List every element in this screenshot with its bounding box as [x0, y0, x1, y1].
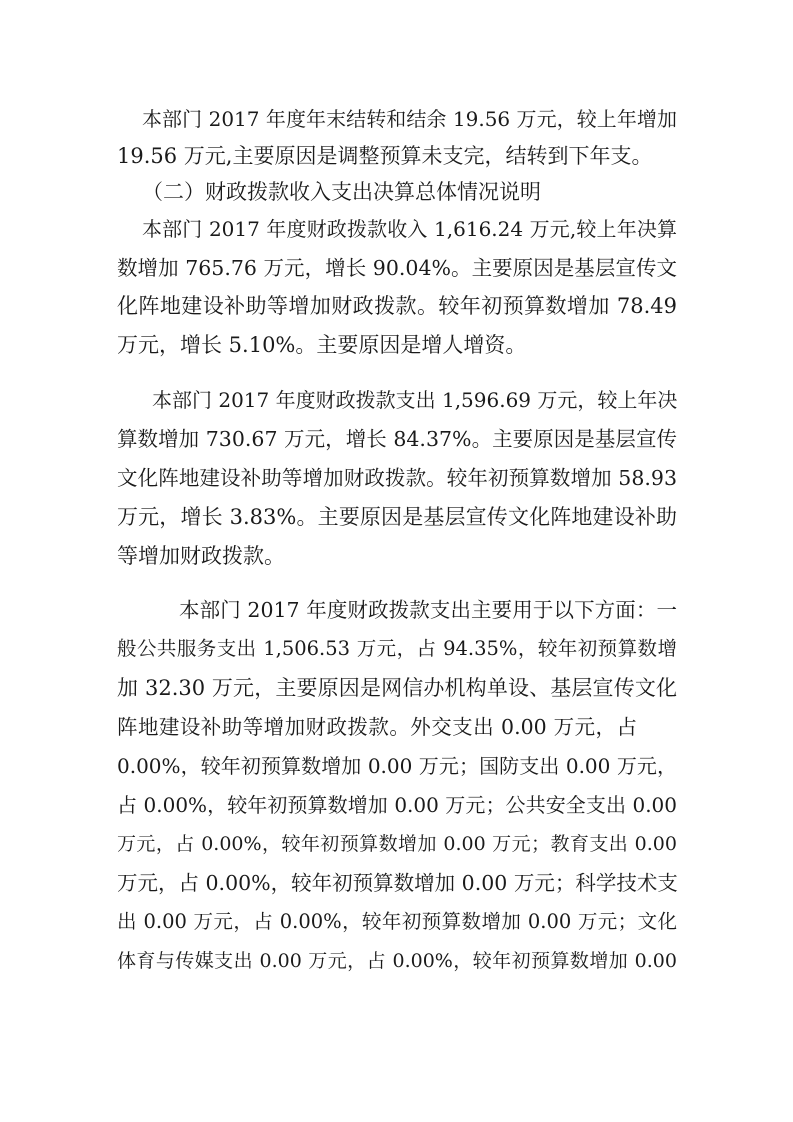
- paragraph-line: 数增加 765.76 万元，增长 90.04%。主要原因是基层宣传文: [117, 256, 677, 280]
- paragraph-line: 万元，占 0.00%，较年初预算数增加 0.00 万元；科学技术支: [117, 871, 678, 895]
- paragraph-line: 本部门 2017 年度年末结转和结余 19.56 万元，较上年增加: [142, 107, 677, 131]
- paragraph-line: 本部门 2017 年度财政拨款支出 1,596.69 万元，较上年决: [152, 388, 678, 412]
- paragraph-line: 19.56 万元,主要原因是调整预算未支完，结转到下年支。: [117, 144, 653, 168]
- paragraph-line: 加 32.30 万元，主要原因是网信办机构单设、基层宣传文化: [117, 676, 677, 700]
- paragraph-line: 出 0.00 万元，占 0.00%，较年初预算数增加 0.00 万元；文化: [117, 910, 677, 933]
- paragraph-line: 占 0.00%，较年初预算数增加 0.00 万元；公共安全支出 0.00: [117, 793, 677, 817]
- paragraph-line: 算数增加 730.67 万元，增长 84.37%。主要原因是基层宣传: [117, 427, 677, 451]
- paragraph-line: 体育与传媒支出 0.00 万元，占 0.00%，较年初预算数增加 0.00: [117, 950, 677, 972]
- paragraph-line: 万元，增长 3.83%。主要原因是基层宣传文化阵地建设补助: [117, 505, 677, 529]
- paragraph-line: 本部门 2017 年度财政拨款支出主要用于以下方面：一: [179, 598, 677, 622]
- paragraph-line: 阵地建设补助等增加财政拨款。外交支出 0.00 万元，占: [117, 715, 637, 739]
- paragraph-line: 文化阵地建设补助等增加财政拨款。较年初预算数增加 58.93: [117, 466, 677, 490]
- paragraph-line: 化阵地建设补助等增加财政拨款。较年初预算数增加 78.49: [117, 294, 677, 318]
- paragraph-line: 般公共服务支出 1,506.53 万元，占 94.35%，较年初预算数增: [117, 637, 677, 660]
- paragraph-line: 本部门 2017 年度财政拨款收入 1,616.24 万元,较上年决算: [142, 217, 677, 241]
- section-heading: （二）财政拨款收入支出决算总体情况说明: [142, 180, 541, 204]
- paragraph-line: 等增加财政拨款。: [117, 544, 285, 568]
- paragraph-line: 万元，占 0.00%，较年初预算数增加 0.00 万元；教育支出 0.00: [117, 833, 677, 855]
- paragraph-line: 0.00%，较年初预算数增加 0.00 万元；国防支出 0.00 万元，: [117, 754, 677, 778]
- paragraph-line: 万元，增长 5.10%。主要原因是增人增资。: [117, 333, 527, 357]
